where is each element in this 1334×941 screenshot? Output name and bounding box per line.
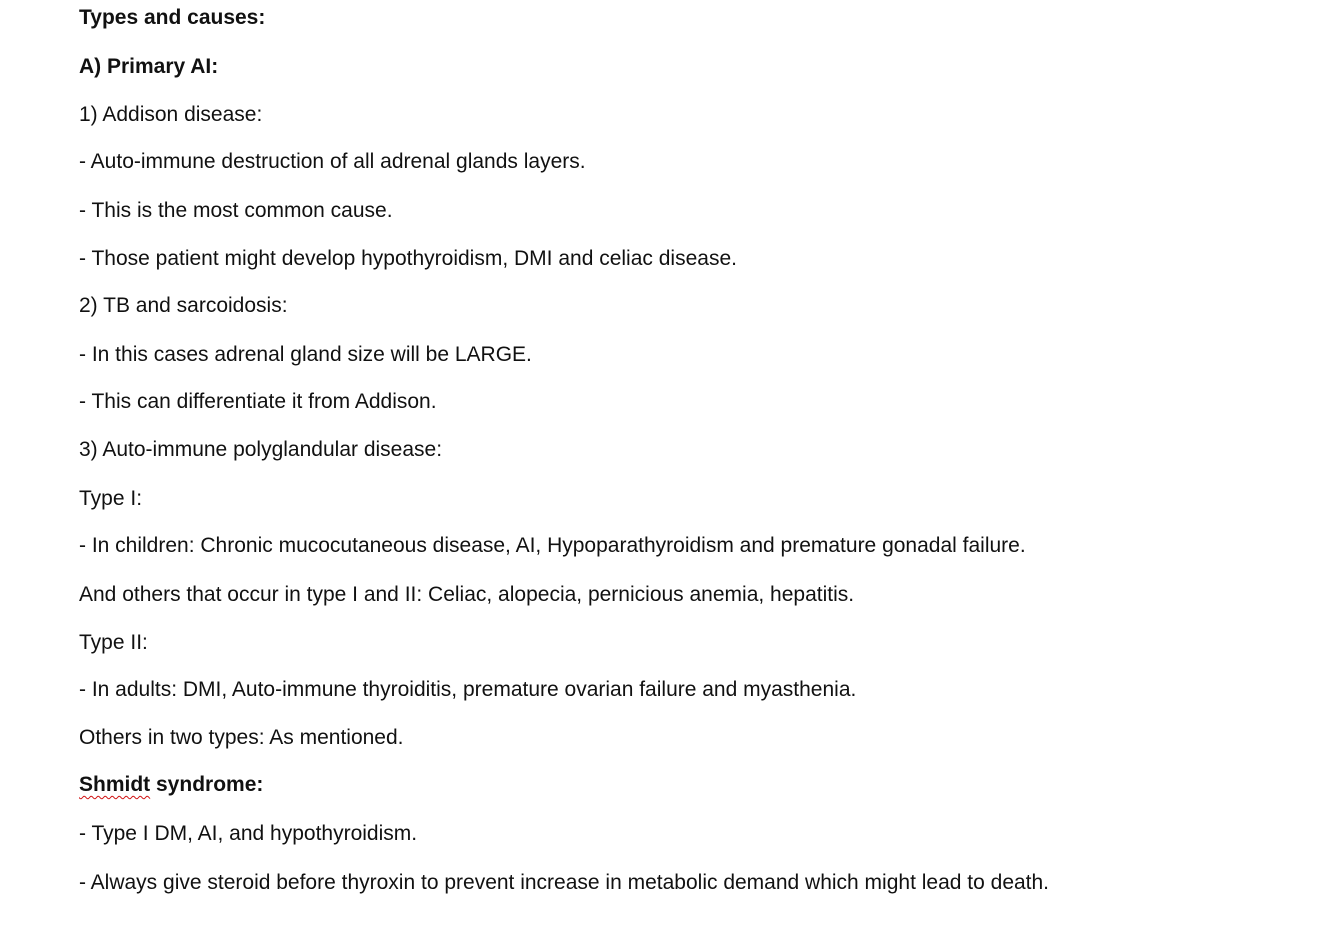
- addison-point-3: - Those patient might develop hypothyroidism, DMI and celiac disease.: [79, 247, 737, 270]
- subheading-shmidt-syndrome: [79, 771, 263, 799]
- shmidt-point-2: - Always give steroid before thyroxin to prevent increase in metabolic demand which might lead to death.: [79, 871, 1050, 894]
- subheading-polyglandular: 3) Auto-immune polyglandular disease:: [79, 438, 443, 461]
- tb-point-2: - This can differentiate it from Addison.: [79, 390, 437, 413]
- type2-others: Others in two types: As mentioned.: [79, 726, 404, 749]
- shmidt-title-rest: syndrome:: [150, 773, 264, 796]
- addison-point-2: - This is the most common cause.: [79, 199, 393, 222]
- tb-point-1: - In this cases adrenal gland size will be LARGE.: [79, 343, 532, 366]
- type1-others: And others that occur in type I and II: Celiac, alopecia, pernicious anemia, hepatitis.: [79, 583, 855, 606]
- heading-types-and-causes: Types and causes:: [79, 6, 266, 29]
- addison-point-1: - Auto-immune destruction of all adrenal glands layers.: [79, 150, 586, 173]
- type2-point: - In adults: DMI, Auto-immune thyroiditis, premature ovarian failure and myasthenia.: [79, 678, 857, 701]
- type2-label: Type II:: [79, 631, 148, 654]
- subheading-tb-sarcoidosis: 2) TB and sarcoidosis:: [79, 294, 288, 317]
- type1-label: Type I:: [79, 487, 143, 510]
- section-title-primary-ai: A) Primary AI:: [79, 55, 219, 78]
- shmidt-point-1: - Type I DM, AI, and hypothyroidism.: [79, 822, 418, 845]
- type1-point: - In children: Chronic mucocutaneous disease, AI, Hypoparathyroidism and premature gonadal failure.: [79, 534, 1026, 557]
- subheading-addison: 1) Addison disease:: [79, 103, 263, 126]
- spellcheck-underlined-word[interactable]: Shmidt: [79, 773, 151, 796]
